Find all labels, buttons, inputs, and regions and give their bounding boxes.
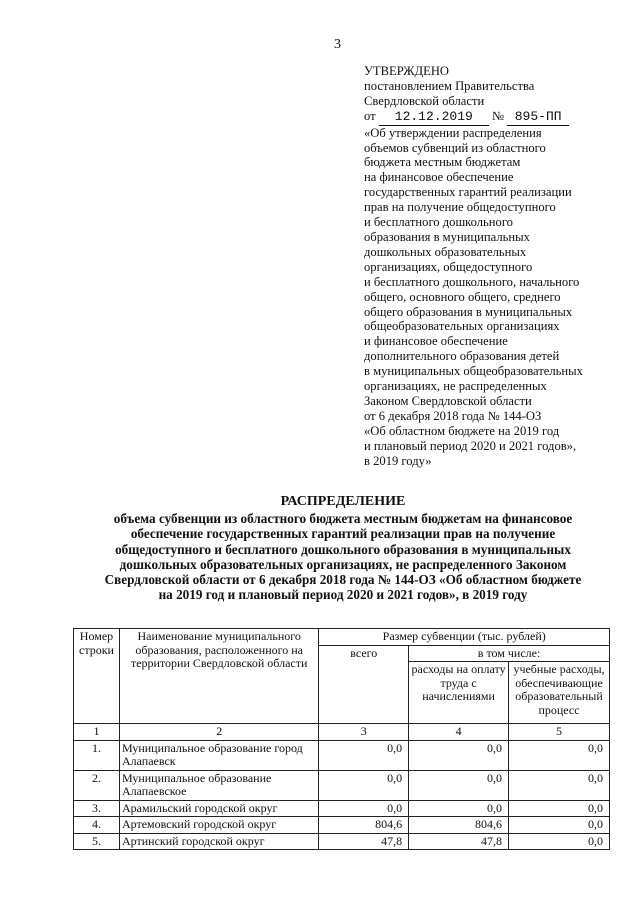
resolution-title-line: Законом Свердловской области	[364, 393, 532, 408]
municipality-name: Муниципальное образование город Алапаевск	[119, 740, 318, 770]
row-number: 5.	[74, 833, 120, 850]
municipality-name: Арамильский городской округ	[119, 800, 318, 817]
distribution-table	[73, 628, 610, 850]
column-number: 3	[319, 724, 409, 741]
title-line: общедоступного и бесплатного дошкольного образования в муниципальных	[115, 541, 571, 557]
header-including: в том числе:	[409, 645, 610, 662]
educational-value: 0,0	[509, 770, 610, 800]
resolution-title-line: и бесплатного дошкольного, начального	[364, 274, 580, 289]
column-number: 1	[74, 724, 120, 741]
header-subvention-size: Размер субвенции (тыс. рублей)	[319, 629, 610, 646]
header-row-number: Номер строки	[74, 629, 120, 724]
resolution-title-line: дошкольных образовательных	[364, 244, 527, 259]
resolution-title-line: бюджета местным бюджетам	[364, 155, 521, 170]
column-number: 5	[509, 724, 610, 741]
table-row	[74, 800, 610, 817]
column-number-row	[74, 724, 610, 741]
total-value: 0,0	[319, 740, 409, 770]
title-line: дошкольных образовательных организациях, не распределенного Законом	[119, 556, 567, 572]
resolution-title-line: прав на получение общедоступного	[364, 200, 556, 215]
resolution-title-line: организациях, не распределенных	[364, 379, 547, 394]
row-number: 4.	[74, 817, 120, 834]
title-line: Свердловской области от 6 декабря 2018 года № 144-ОЗ «Об областном бюджете	[104, 572, 582, 588]
page-number: 3	[334, 37, 341, 52]
resolution-title-line: в 2019 году»	[364, 453, 432, 468]
title-line: на 2019 год и плановый период 2020 и 2021 годов», в 2019 году	[158, 587, 528, 603]
table-row	[74, 770, 610, 800]
resolution-title-line: «Об утверждении распределения	[364, 125, 542, 140]
resolution-title-line: государственных гарантий реализации	[364, 185, 572, 200]
row-number: 2.	[74, 770, 120, 800]
resolution-title-line: организациях, общедоступного	[364, 259, 533, 274]
approval-block	[364, 64, 624, 468]
total-value: 47,8	[319, 833, 409, 850]
table-row	[74, 740, 610, 770]
resolution-date-line	[364, 109, 624, 126]
title-line: объема субвенции из областного бюджета местным бюджетам на финансовое	[113, 511, 573, 527]
resolution-title-line: и финансовое обеспечение	[364, 334, 508, 349]
number-prefix: №	[491, 108, 504, 123]
header-municipality: Наименование муниципального образования, расположенного на территории Свердловской области	[119, 629, 318, 724]
table-header-row	[74, 629, 610, 646]
resolution-date: 12.12.2019	[379, 110, 489, 126]
total-value: 0,0	[319, 770, 409, 800]
educational-value: 0,0	[509, 817, 610, 834]
labor-value: 804,6	[409, 817, 509, 834]
municipality-name: Артемовский городской округ	[119, 817, 318, 834]
resolution-title-line: на финансовое обеспечение	[364, 170, 514, 185]
resolution-title-line: и бесплатного дошкольного	[364, 215, 513, 230]
table-row	[74, 833, 610, 850]
resolution-title-line: «Об областном бюджете на 2019 год	[364, 423, 560, 438]
resolution-number: 895-ПП	[507, 110, 569, 126]
resolution-title-line: общего образования в муниципальных	[364, 304, 573, 319]
resolution-title-line: и плановый период 2020 и 2021 годов»,	[364, 438, 577, 453]
table-row	[74, 817, 610, 834]
labor-value: 0,0	[409, 770, 509, 800]
total-value: 0,0	[319, 800, 409, 817]
row-number: 3.	[74, 800, 120, 817]
column-number: 2	[119, 724, 318, 741]
educational-value: 0,0	[509, 800, 610, 817]
labor-value: 0,0	[409, 800, 509, 817]
approved-by-region: Свердловской области	[364, 93, 485, 108]
resolution-title-line: общего, основного общего, среднего	[364, 289, 561, 304]
column-number: 4	[409, 724, 509, 741]
educational-value: 0,0	[509, 740, 610, 770]
approved-by-line: постановлением Правительства	[364, 78, 535, 93]
resolution-title-line: от 6 декабря 2018 года № 144-ОЗ	[364, 408, 542, 423]
resolution-title-line: в муниципальных общеобразовательных	[364, 364, 583, 379]
total-value: 804,6	[319, 817, 409, 834]
labor-value: 47,8	[409, 833, 509, 850]
resolution-title-line: образования в муниципальных	[364, 229, 530, 244]
municipality-name: Артинский городской округ	[119, 833, 318, 850]
document-title	[60, 494, 626, 602]
resolution-title-line: объемов субвенций из областного	[364, 140, 546, 155]
resolution-title-line: общеобразовательных организациях	[364, 319, 560, 334]
approved-label: УТВЕРЖДЕНО	[364, 64, 450, 78]
header-labor-costs: расходы на оплату труда с начислениями	[409, 662, 509, 724]
educational-value: 0,0	[509, 833, 610, 850]
title-line: обеспечение государственных гарантий реализации прав на получение	[130, 526, 556, 542]
date-prefix: от	[364, 108, 376, 123]
row-number: 1.	[74, 740, 120, 770]
header-total: всего	[319, 645, 409, 724]
municipality-name: Муниципальное образование Алапаевское	[119, 770, 318, 800]
header-educational-costs: учебные расходы, обеспечивающие образовательный процесс	[509, 662, 610, 724]
title-heading: РАСПРЕДЕЛЕНИЕ	[280, 494, 406, 509]
resolution-title-line: дополнительного образования детей	[364, 349, 560, 364]
labor-value: 0,0	[409, 740, 509, 770]
